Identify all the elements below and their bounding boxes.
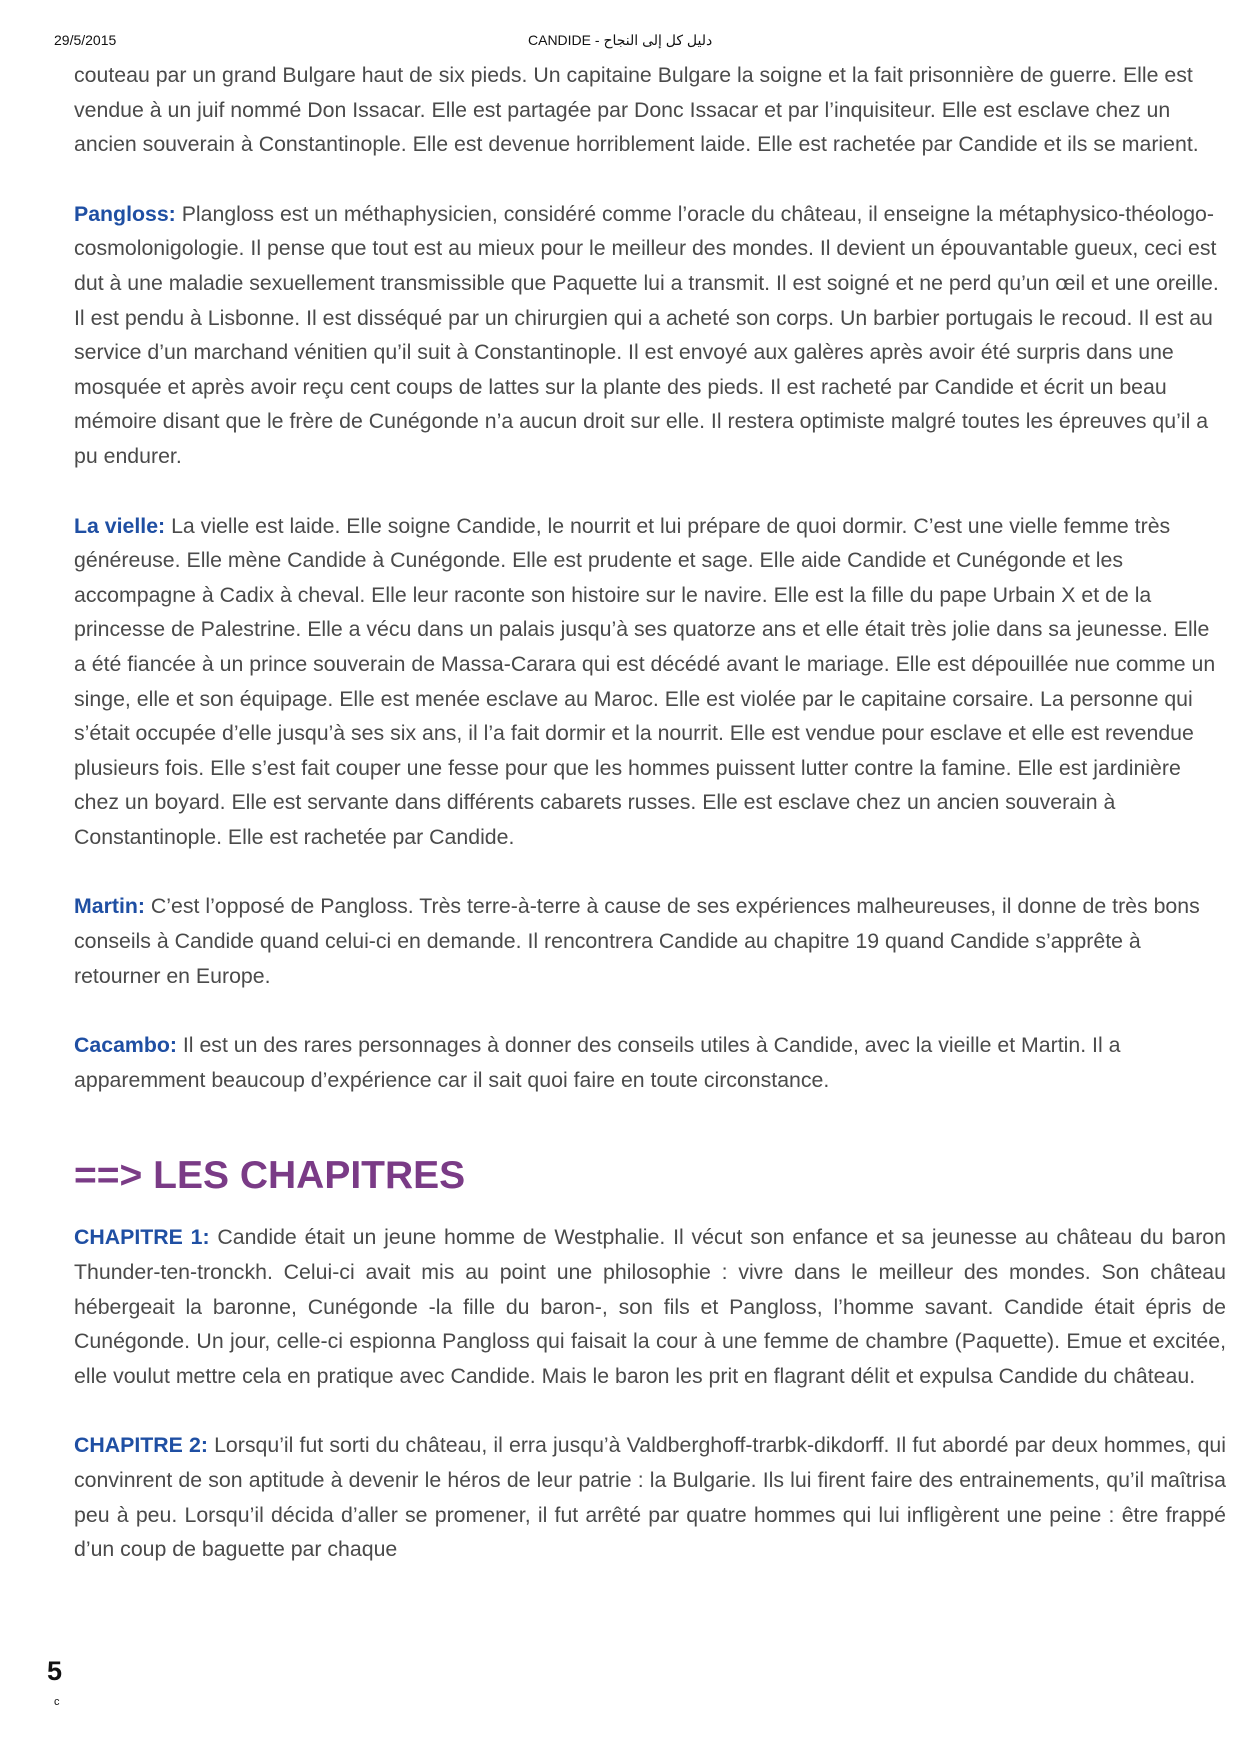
label-cacambo: Cacambo: — [74, 1033, 177, 1058]
text-vielle: La vielle est laide. Elle soigne Candide, le nourrit et lui prépare de quoi dormir. C’est une vielle femme très généreuse. Elle mène Candide à Cunégonde. Elle est prudente et sage. Elle aide Candide et Cunégonde et les accompagne à Cadix à cheval. Elle leur raconte son histoire sur le navire. Elle est la fille du pape Urbain X et de la princesse de Palestrine. Elle a vécu dans un palais jusqu’à ses quatorze ans et elle était très jolie dans sa jeunesse. Elle a été fiancée à un prince souverain de Massa-Carara qui est décédé avant le mariage. Elle est dépouillée nue comme un singe, elle et son équipage. Elle est menée esclave au Maroc. Elle est violée par le capitaine corsaire. La personne qui s’était occupée d’elle jusqu’à ses six ans, il l’a fait dormir et la nourrit. Elle est vendue pour esclave et elle est revendue plusieurs fois. Elle s’est fait couper une fesse pour que les hommes puissent lutter contre la famine. Elle est jardinière chez un boyard. Elle est servante dans différents cabarets russes. Elle est esclave chez un ancien souverain à Constantinople. Elle est rachetée par Candide. — [74, 513, 1216, 849]
label-chapitre-2: CHAPITRE 2: — [74, 1433, 208, 1458]
paragraph-cunegonde-end: couteau par un grand Bulgare haut de six pieds. Un capitaine Bulgare la soigne et la fait prisonnière de guerre. Elle est vendue à un juif nommé Don Issacar. Elle est partagée par Donc Issacar et par l’inquisiteur. Elle est esclave chez un ancien souverain à Constantinople. Elle est devenue horriblement laide. Elle est rachetée par Candide et ils se marient. — [74, 63, 1199, 157]
label-pangloss: Pangloss: — [74, 201, 176, 226]
paragraph-chapitre-2 — [74, 1428, 1226, 1566]
label-chapitre-1: CHAPITRE 1: — [74, 1225, 210, 1250]
document-body — [74, 58, 1226, 1602]
text-martin: C’est l’opposé de Pangloss. Très terre-à-terre à cause de ses expériences malheureuses, il donne de très bons conseils à Candide quand celui-ci en demande. Il rencontrera Candide au chapitre 19 quand Candide s’apprête à retourner en Europe. — [74, 894, 1200, 988]
label-martin: Martin: — [74, 894, 145, 919]
header-title: CANDIDE - دليل كل إلى النجاح — [528, 32, 713, 48]
text-cacambo: Il est un des rares personnages à donner des conseils utiles à Candide, avec la vieille et Martin. Il a apparemment beaucoup d’expérience car il sait quoi faire en toute circonstance. — [74, 1033, 1121, 1092]
label-vielle: La vielle: — [74, 513, 166, 538]
paragraph-martin — [74, 889, 1226, 993]
header-date: 29/5/2015 — [54, 32, 117, 48]
section-title-chapitres: ==> LES CHAPITRES — [74, 1154, 466, 1198]
paragraph-chapitre-1 — [74, 1220, 1226, 1393]
page-number: 5 — [47, 1656, 63, 1686]
paragraph-cacambo — [74, 1028, 1226, 1097]
text-chapitre-2: Lorsqu’il fut sorti du château, il erra jusqu’à Valdberghoff-trarbk-dikdorff. Il fut abordé par deux hommes, qui convinrent de son aptitude à devenir le héros de leur patrie : la Bulgarie. Ils lui firent faire des entrainements, qu’il maîtrisa peu à peu. Lorsqu’il décida d’aller se promener, il fut arrêté par quatre hommes qui lui infligèrent une peine : être frappé d’un coup de baguette par chaque — [74, 1433, 1226, 1562]
text-pangloss: Plangloss est un méthaphysicien, considéré comme l’oracle du château, il enseigne la métaphysico-théologo-cosmolonigologie. Il pense que tout est au mieux pour le meilleur des mondes. Il devient un épouvantable gueux, ceci est dut à une maladie sexuellement transmissible que Paquette lui a transmit. Il est soigné et ne perd qu’un œil et une oreille. Il est pendu à Lisbonne. Il est disséqué par un chirurgien qui a acheté son corps. Un barbier portugais le recoud. Il est au service d’un marchand vénitien qu’il suit à Constantinople. Il est envoyé aux galères après avoir été surpris dans une mosquée et après avoir reçu cent coups de lattes sur la plante des pieds. Il est racheté par Candide et écrit un beau mémoire disant que le frère de Cunégonde n’a aucun droit sur elle. Il restera optimiste malgré toutes les épreuves qu’il a pu endurer. — [74, 201, 1219, 468]
page-mark: c — [54, 1696, 60, 1708]
paragraph-vielle — [74, 509, 1226, 855]
text-chapitre-1: Candide était un jeune homme de Westphalie. Il vécut son enfance et sa jeunesse au château du baron Thunder-ten-tronckh. Celui-ci avait mis au point une philosophie : vivre dans le meilleur des mondes. Son château hébergeait la baronne, Cunégonde -la fille du baron-, son fils et Pangloss, l’homme savant. Candide était épris de Cunégonde. Un jour, celle-ci espionna Pangloss qui faisait la cour à une femme de chambre (Paquette). Emue et excitée, elle voulut mettre cela en pratique avec Candide. Mais le baron les prit en flagrant délit et expulsa Candide du château. — [74, 1225, 1226, 1388]
paragraph-pangloss — [74, 197, 1226, 474]
